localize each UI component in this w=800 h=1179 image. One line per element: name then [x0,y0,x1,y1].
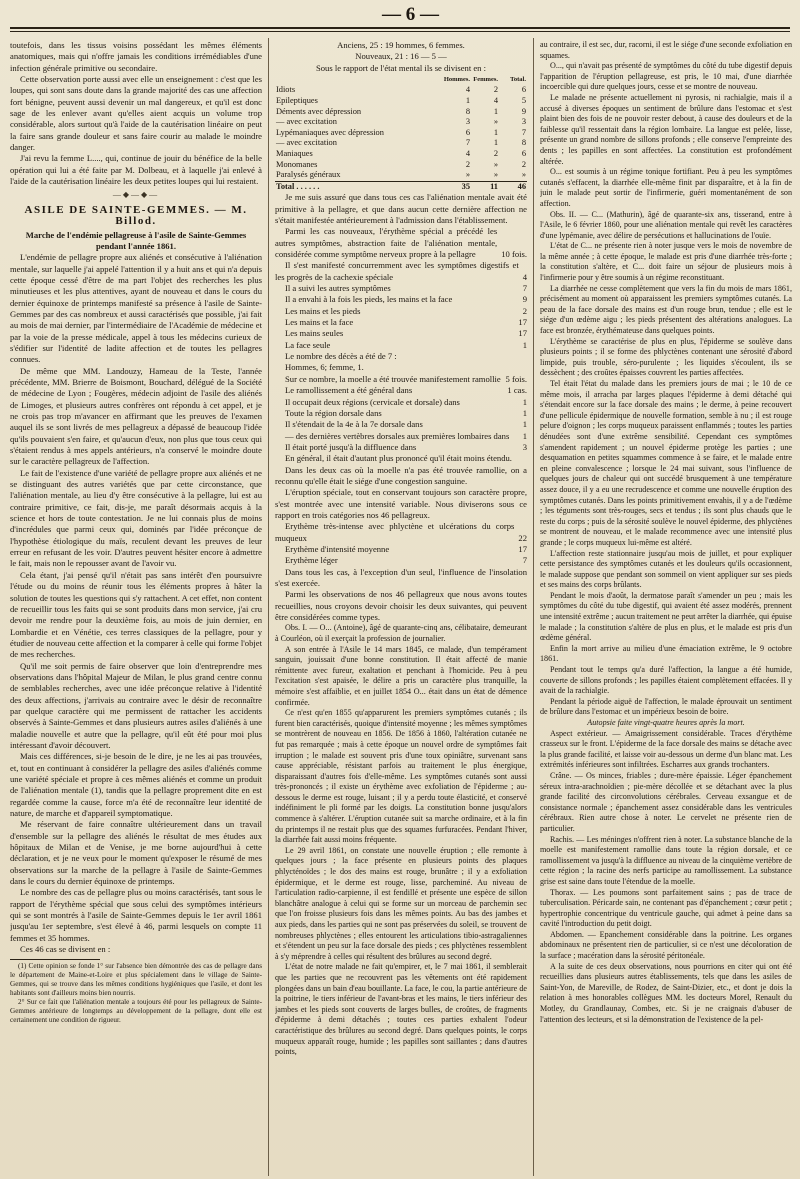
table-cell: 7 [521,127,526,137]
table-row [275,85,527,96]
paragraph: Ces 46 cas se divisent en : [20,944,111,955]
table-cell: 4 [465,148,470,158]
table-cell: Paralysés généraux [276,170,341,180]
paragraph: Pendant tout le temps qu'a duré l'affection, la langue a été humide, couverte de sillons profonds ; les papilles étaient complètement effacées. Il y avait de la rachialgie. [540,665,792,696]
table-cell: 3 [465,117,470,127]
paragraph: O..., qui n'avait pas présenté de symptômes du côté du tube digestif depuis l'apparition de l'éruption pellagreuse, est pris, le 10 mai, d'une diarrhée incoercible qui dure quelques jours, cesse et se montre de nouveau. [540,61,792,92]
table-row [275,107,527,118]
table-cell: 2 [493,85,498,95]
table-row [275,128,527,139]
table-cell: — avec excitation [276,138,337,148]
table-cell: » [493,117,498,127]
section-title: ASILE DE SAINTE-GEMMES. — M. Billod. [24,203,248,228]
paragraph: Obs. II. — C... (Mathurin), âgé de quarante-six ans, tisserand, entre à l'Asile, le 6 février 1860, pour une aliénation mentale qui revêt les caractères d'une lypémanie, avec délire de persécutions et hallucinations de l'ouïe. [540,209,792,240]
list-item: — des dernières vertèbres dorsales aux premières lombaires dans 1 [285,430,527,441]
erythema-list [275,544,527,567]
table-cell: 1 [493,127,498,137]
list-item: Les mains et la face 17 [285,317,527,328]
paragraph: La diarrhée ne cesse complètement que vers la fin du mois de mars 1861, précisément au moment où apparaissent les premiers symptômes cutanés. La peau de la face dorsale des mains est d'un rouge brun, tendue ; elle est le siége d'un œdème aigu ; les pieds présentent des altérations analogues. La face est bronzée, érythémateuse dans quelques points. [540,283,792,336]
paragraph: Pendant le mois d'août, la dermatose paraît s'amender un peu ; mais les symptômes du côté du tube digestif, qui avaient été assez modérés, prennent une intensité extrême ; aucun traitement ne peut arrêter la diarrhée, qui épuise le malade ; la constitution s'altère de plus en plus, et le malade est pris d'un œdème général. [540,590,792,643]
table-cell: Idiots [276,85,296,95]
table-cell: » [493,170,498,180]
list-item: Il était porté jusqu'à la diffluence dans 3 [285,441,527,452]
intro-line: Nouveaux, 21 : 16 — 5 — [355,51,447,62]
paragraph: Obs. I. — O... (Antoine), âgé de quarante-cinq ans, célibataire, demeurant à Courléon, où il exerçait la profession de journalier. [275,623,527,643]
table-cell: Monomanes [276,159,318,169]
paragraph: Rachis. — Les méninges n'offrent rien à noter. La substance blanche de la moelle est manifestement ramollie dans toute la région dorsale, et ce ramollissement va jusqu'à la diffluence au niveau de la cinquième vertèbre de cette région ; la racine des nerfs participe au ramollissement. La substance grise est saine dans toute l'étendue de la moelle. [540,834,792,886]
table-cell: 2 [465,159,470,169]
softening-list [275,385,527,453]
table-total-row [275,181,527,192]
paragraph: Qu'il me soit permis de faire observer que loin d'entreprendre mes observations dans l'hôpital Majeur de Milan, le plus grand centre connu de semblables recherches, avec une idée préconçue relative à l'identité des deux affections, j'arrivais au contraire avec le désir de reconnaître par quelque caractère qui me permissent de rattacher les accidents observés à Sainte-Gemmes et dans plusieurs autres asiles d'aliénés à une maladie nouvelle et autre que la pellagre, qu'il eût été pour moi plus intéressant d'avoir découvert. [10,660,262,750]
table-row [275,138,527,149]
table-cell: Epileptiques [276,95,318,105]
paragraph: L'éruption spéciale, tout en conservant toujours son caractère propre, s'est montrée avec une intensité variable. Nous diviserons sous ce rapport en trois catégories nos 46 pellagreux. [275,487,527,520]
mental-state-table [275,74,527,192]
table-cell: 8 [521,138,526,148]
table-cell: 1 [493,106,498,116]
autopsy-heading: Autopsie faite vingt-quatre heures après la mort. [587,718,745,727]
list-item: Il occupait deux régions (cervicale et dorsale) dans 1 [285,396,527,407]
paragraph: Thorax. — Les poumons sont parfaitement sains ; pas de trace de tuberculisation. Péricarde sain, ne contenant pas d'épanchement ; cœur petit ; hypertrophie concentrique du ventricule gauche, qui admet à peine dans sa cavité l'introduction du petit doigt. [540,887,792,929]
statistic-line: Il a suivi les autres symptômes 7 [285,283,527,294]
section-subtitle: Marche de l'endémie pellagreuse à l'asile de Sainte-Gemmes pendant l'année 1861. [25,229,247,251]
paragraph: Le fait de l'existence d'une variété de pellagre propre aux aliénés et ne se distinguant des autres variétés que par cette circonstance, que l'aliénation mentale, au lieu d'y être consécutive à la pellagre, lui est au contraire primitive, ce fait, dis-je, me paraît désormais acquis à la science et hors de toute contestation. Je ne lui connais plus de moins d'incrédules que parmi ceux qui, dominés par l'idée préconçue de l'hypothèse étiologique du maïs, reculent devant les preuves de leur erreur en refusant de les voir. D'autres peuvent hésiter encore à admettre le fait, mais non le repousser avant de l'avoir vu. [10,467,262,569]
paragraph: Tel était l'état du malade dans les premiers jours de mai ; le 10 de ce même mois, il arracha par larges plaques l'épiderme à demi détaché qui s'étendait encore sur la face dorsale des mains ; le derme, à peine recouvert d'une pellicule épidermique de nouvelle formation, semble à nu ; il est rouge pelure d'oignon ; les corps muqueux paraissent enflammés ; toutes les parties dénudées sont d'une extrême sensibilité. Cependant ces symptômes s'amendent rapidement ; un nouvel épiderme protège les parties ; une desquamation en petites squammes commence à se faire, et le malade entre en pleine convalescence ; lorsque le 24 mai suivant, sous l'influence de quelques jours de chaleur qui ont succédé brusquement à une température assez douce, il y a eu une recrudescence et comme une nouvelle éruption des symptômes cutanés. Dans les points primitivement envahis, il y a de l'œdème ; les téguments sont très-rouges, secs et tendus ; ils sont plus chauds que le reste du corps ; puis de la sérosité soulève le nouvel épiderme, des phlyctènes se montrent de nouveau, et le malade recommence avec une intensité plus grande ; le corps muqueux lui-même est altéré. [540,379,792,547]
header-rule [10,27,790,29]
column-header: Total. [510,76,526,84]
paragraph: Mais ces différences, si-je besoin de le dire, je ne les ai pas trouvées, et, tout en continuant à considérer la pellagre des asiles d'aliénés comme une variété spéciale et propre à ces mêmes aliénés et comme un produit de l'aliénation mentale (1), tandis que la pellagre proprement dite en est regardée comme la cause, force m'a été de reconnaître leur identité de nature, de marche et d'appareil symptomatique. [10,751,262,819]
table-cell: Lypémaniaques avec dépression [276,127,384,137]
column-header: Femmes. [473,76,498,84]
table-cell: 11 [471,181,499,192]
paragraph: Me réservant de faire connaître ultérieurement dans un travail d'ensemble sur la pellagre des aliénés le résultat de mes études aux hôpitaux de Milan et de Venise, je me borne aujourd'hui à cette déclaration, et je ne veux pour le moment qu'exposer le résumé de mes observations sur la marche de la pellagre à l'asile de Sainte-Gemmes dans le cours du dernier équinoxe de printemps. [10,819,262,887]
table-title: Sous le rapport de l'état mental ils se divisent en : [315,62,487,73]
paragraph: L'état de C... ne présente rien à noter jusque vers le mois de novembre de la même année ; à cette époque, le malade est pris d'une diarrhée très-forte ; la constitution s'altère, et C... doit faire un séjour de plusieurs mois à l'infirmerie pour y être soumis à un régime reconstituant. [540,241,792,283]
paragraph: toutefois, dans les tissus voisins possédant les mêmes éléments anatomiques, mais qui n'offre jamais les conditions irrémédiables d'une infection générale primitive ou secondaire. [10,40,262,73]
table-cell: 2 [493,148,498,158]
list-item: Toute la région dorsale dans 1 [285,407,527,418]
table-cell: 6 [521,148,526,158]
table-cell: 9 [521,106,526,116]
table-cell: 8 [465,106,470,116]
paragraph: Le nombre des cas de pellagre plus ou moins caractérisés, tant sous le rapport de l'érythème spécial que sous celui des symptômes intérieurs qui se sont montrés à l'asile de Sainte-Gemmes depuis le 1er avril 1861 jusqu'au 1er septembre, s'est élevé à 46, parmi lesquels on compte 11 femmes et 35 hommes. [10,887,262,943]
paragraph: L'affection reste stationnaire jusqu'au mois de juillet, et pour expliquer cette persistance des symptômes cutanés et les douleurs qu'ils occasionnent, le malade suppose que pendant son sommeil on vient appliquer sur ses pieds et ses mains des corps brûlants. [540,548,792,590]
table-cell: Déments avec dépression [276,106,362,116]
table-cell: 4 [465,85,470,95]
paragraph: Pendant la période aiguë de l'affection, le malade éprouvait un sentiment de brûlure dans l'estomac et un impérieux besoin de boire. [540,696,792,717]
table-row [275,96,527,107]
paragraph: Cette observation porte aussi avec elle un enseignement : c'est que les loupes, qui sont sans doute dans la grande majorité des cas une affection fort bénigne, peuvent aussi devenir un mal dangereux, et qu'il est donc sage de les enlever avant qu'elles aient acquis un volume trop considérable, alors surtout qu'à l'aide de la cautérisation linéaire on peut la faire sans grande douleur et sans faire courir au malade le moindre danger. [10,74,262,153]
table-cell: Maniaques [276,148,313,158]
table-cell: 1 [493,138,498,148]
paragraph: Le nombre des décès a été de 7 : [285,351,397,362]
statistic-line: Sur ce nombre, la moelle a été trouvée manifestement ramollie 5 fois. [285,373,527,384]
paragraph: Dans les deux cas où la moelle n'a pas été trouvée ramollie, on a reconnu qu'elle était le siége d'une congestion sanguine. [275,464,527,486]
statistic-line: Erythème très-intense avec phlyctène et ulcérations du corps muqueux 22 [275,521,527,543]
paragraph: L'érythème se caractérise de plus en plus, l'épiderme se soulève dans plusieurs points ; il se forme des phlyctènes contenant une sérosité d'abord limpide, puis trouble, séro-purulente ; les liquides s'écoulent, ils se dessèchent ; des croûtes épaisses couvrent les parties affectées. [540,336,792,378]
paragraph: Crâne. — Os minces, friables ; dure-mère épaissie. Léger épanchement séreux intra-arachnoïdien ; pie-mère décollée et se détachant avec la plus grande facilité des circonvolutions cérébrales. Cerveau exsangue et de consistance normale ; épanchement assez considérable dans les ventricules cérébraux. Rien autre chose à noter. Le cervelet ne présente rien de particulier. [540,770,792,833]
list-item: La face seule 1 [285,339,527,350]
table-cell: 5 [521,95,526,105]
paragraph: L'état de notre malade ne fait qu'empirer, et, le 7 mai 1861, il semblerait que les parties que ne recouvrent pas les vêtements ont été rapidement plongées dans un bain d'eau bouillante. La face, le cou, la partie antérieure de la poitrine, le tiers inférieur de l'avant-bras et les mains, le tiers inférieur des jambes et les pieds sont couverts de larges bulles, de croûtes, de fragments d'épiderme à demi détachés ; toutes ces parties exhalent l'odeur caractéristique des brûlures au second degré. Dans quelques points, le corps muqueux apparaît rouge, humide ; les papilles sont saillantes ; dans d'autres points, [275,962,527,1057]
paragraph: A la suite de ces deux observations, nous pourrions en citer qui ont été recueillies dans plusieurs autres établissements, tels que dans les asiles de Saint-Yon, de Mareville, de Rodez, de Saint-Dizier, etc., et dont je dois la relation à mes honorables collègues MM. les docteurs Morel, Renault du Motley, du Grandlaunay, Combes, etc. Si je ne craignais d'abuser de l'attention des lecteurs, et si la démonstration de l'existence de la pel- [540,961,792,1024]
table-cell: » [521,170,526,180]
paragraph: J'ai revu la femme L...., qui, continue de jouir du bénéfice de la belle opération qui lui a été faite par M. Dolbeau, et à laquelle j'ai enlevé à l'aide de la cautérisation linéaire les deux petites loupes qui lui restaient. [10,153,262,187]
statistic-line: Il s'est manifesté concurremment avec les symptômes digestifs et les progrès de la cachexie spéciale 4 [275,260,527,282]
table-cell: 2 [521,159,526,169]
table-row [275,117,527,128]
table-cell: 35 [443,181,471,192]
intro-line: Anciens, 25 : 19 hommes, 6 femmes. [337,40,465,50]
column-divider [268,38,269,1176]
statistic-line: Parmi les cas nouveaux, l'érythème spécial a précédé les autres symptômes, abstraction faite de l'aliénation mentale, considérée comme symptôme nerveux propre à la pellagre 10 fois. [275,226,527,260]
paragraph: En général, il était d'autant plus prononcé qu'il était moins étendu. [285,453,512,464]
paragraph: Cela étant, j'ai pensé qu'il n'était pas sans intérêt d'en poursuivre l'étude ou du moins de réunir tous les éléments propres à hâter la solution de toutes les questions qui s'y rattachent. A cet effet, non content de recueillir tous les faits qui se sont produits dans mon service, j'ai cru devoir me rendre pour la deuxième fois, au mois de juin dernier, en Lombardie et en Vénétie, ces terres classiques de la pellagre, pour y étudier de nouveau cette affection et la comparer à celle qui forme l'objet de mes recherches. [10,569,262,660]
paragraph: Je me suis assuré que dans tous ces cas l'aliénation mentale avait été primitive à la pellagre, et que dans aucun cette dernière affection ne s'était manifestée antérieurement à l'admission dans l'établissement. [275,192,527,225]
paragraph: Le 29 avril 1861, on constate une nouvelle éruption ; elle remonte à quelques jours ; la face présente en plusieurs points des plaques phlycténoïdes ; le dos des mains est rouge, brunâtre ; il y a exfoliation épidermique, et le derme est rouge, lisse, parcheminé. Au niveau de l'articulation radio-carpienne, il est fendillé et présente une espèce de sillon blanchâtre analogue à celui qui se forme sur un morceau de parchemin sec que l'on froisse plusieurs fois dans les mêmes points. Au bas des jambes et aux pieds, dans les parties qui ne sont pas préservées du soleil, se trouvent de nombreuses phlyctènes ; elles entourent les articulations tibio-astragaliennes et s'étendent un peu sur la face dorsale des pieds ; ces phlyctènes ressemblent à s'y méprendre à celles qui résultent des brûlures au second degré. [275,845,527,961]
paragraph: Ce n'est qu'en 1855 qu'apparurent les premiers symptômes cutanés ; ils furent bien caractérisés, quoique d'intensité moyenne ; les mêmes symptômes se montrèrent de nouveau en 1856. De 1856 à 1860, l'altération cutanée ne fut pas remarquée ; mais à cette époque un nouvel ordre de symptômes fait irruption ; le malade est souvent pris d'une toux opiniâtre, survenant sans cause appréciable, résistant parfois au traitement le plus énergique, disparaissant d'autres fois d'elle-même. Les symptômes cutanés sont aussi très-prononcés ; il existe un érythème avec exfoliation de l'épiderme ; au-dessous le derme est rouge, luisant ; il y a perdu toute élasticité, et conservé indéfiniment le pli formé par les doigts. La constitution bonne jusqu'alors commence à s'altérer. L'éruption cutanée suit sa marche ordinaire, et à la fin du printemps il ne restait plus que des squames furfuracées. Pendant l'hiver, la diarrhée fait aussi moins fréquente. [275,708,527,845]
column-2 [275,40,527,1174]
distribution-list [275,294,527,351]
column-1 [10,40,262,1174]
paragraph: L'endémie de pellagre propre aux aliénés et consécutive à l'aliénation mentale, sur laquelle j'ai appelé l'attention il y a huit ans et qui n'a depuis cette époque cessé d'être de ma part l'objet des recherches les plus minutieuses et les plus attentives, ayant de nouveau et dans le cours du dernier équinoxe de printemps manifesté sa présence à l'asile de Sainte-Gemmes par des cas nombreux et aussi caractérisés que possible, j'ai fait au mois de mai dernier, par l'intermédiaire de l'Académie de médecine et par la voie de la presse médicale, appel à tous les médecins curieux de s'édifier sur l'identité de ladite affection et de toutes les pellagres connues. [10,252,262,365]
table-cell: 6 [465,127,470,137]
table-cell: 46 [499,181,527,192]
footnote: (1) Cette opinion se fonde 1° sur l'absence bien démontrée des cas de pellagre dans le département de Maine-et-Loire et plus spécialement dans le village de Sainte-Gemmes, qui se trouve dans les mêmes conditions hygiéniques que l'asile, et dont les habitants sont d'ailleurs moins bien nourris. [10,961,262,997]
paragraph: A son entrée à l'Asile le 14 mars 1845, ce malade, d'un tempérament sanguin, jouissait d'une bonne constitution. Il était affecté de manie rémittente avec fureur, exaltation et penchant à l'homicide. Peu à peu l'excitation s'est apaisée, le délire a pris un caractère plus tranquille, la mémoire s'est affaiblie, et en juillet 1854 O... était dans un état de démence confirmée. [275,644,527,707]
table-row [275,170,527,181]
paragraph: De même que MM. Landouzy, Hameau de la Teste, l'année précédente, MM. Brierre de Boismont, Bouchard, délégué de la Société de médecine de Lyon ; Fougères, médecin adjoint de l'asile des aliénés de Limoges, et plusieurs autres confrères ont répondu à cet appel, et je ne crois pas trop m'avancer en affirmant que les preuves de l'examen auquel ils se sont livrés de mes pellagreux a dépassé de beaucoup l'idée qu'ils pouvaient s'en faire, et qu'aucun d'eux, non plus que tous ceux qui s'étaient rendus à mes appels antérieurs, n'a conservé le moindre doute sur le caractère pellagreux de l'affection. [10,365,262,467]
page-number: — 6 — [382,4,439,25]
list-item: Il s'étendait de la 4e à la 7e dorsale dans 1 [285,419,527,430]
table-cell: 4 [493,95,498,105]
column-header: Hommes. [443,76,470,84]
paragraph: O... est soumis à un régime tonique fortifiant. Peu à peu les symptômes cutanés s'effacent, la diarrhée elle-même finit par disparaître, et à la fin de juin le malade peut sortir de l'infirmerie, guéri momentanément de son affection. [540,167,792,208]
paragraph: Le malade ne présente actuellement ni pyrosis, ni rachialgie, mais il a accusé à diverses époques un sentiment de brûlure dans l'estomac et s'est plaint bien des fois de ne pouvoir rester debout, à cause des douleurs et de la faiblesse qu'il ressentait dans la région lombaire. La langue est pelée, lisse, présente un grand nombre de sillons profonds ; elle conserve l'empreinte des dents ; les papilles en sont affectées. La constitution est profondément altérée. [540,92,792,166]
paragraph: au contraire, il est sec, dur, racorni, il est le siége d'une seconde exfoliation en squames. [540,40,792,60]
paragraph: Hommes, 6; femme, 1. [285,362,364,373]
observation-1 [275,623,527,1057]
header-rule-thin [10,31,790,32]
table-cell: 3 [521,117,526,127]
table-cell: » [465,170,470,180]
paragraph: Enfin la mort arrive au milieu d'une émaciation extrême, le 9 octobre 1861. [540,643,792,664]
paragraph: Dans tous les cas, à l'exception d'un seul, l'influence de l'insolation s'est exercée. [275,566,527,588]
list-item: Les mains et les pieds 2 [285,305,527,316]
paragraph: Aspect extérieur. — Amaigrissement considérable. Traces d'érythème crasseux sur le front. L'épiderme de la face dorsale des mains se détache avec la plus grande facilité, et laisse voir au-dessous un derme d'un blanc mat. Les extrémités inférieures sont infiltrées. Escharres aux grands trochanters. [540,728,792,770]
list-item: Erythème léger 7 [285,555,527,566]
list-item: Il a envahi à la fois les pieds, les mains et la face 9 [285,294,527,305]
list-item: Le ramollissement a été général dans 1 cas. [285,385,527,396]
table-cell: Total . . . . . . [275,181,443,192]
table-cell: » [493,159,498,169]
table-cell: 1 [465,95,470,105]
ornament-divider: —◆—◆— [112,190,160,200]
table-cell: 7 [465,138,470,148]
table-row [275,149,527,160]
footnote: 2° Sur ce fait que l'aliénation mentale a toujours été pour les pellagreux de Sainte-Gemmes antérieure de longtemps au développement de la pellagre, dont elle est certainement une condition de rigueur. [10,997,262,1024]
table-row [275,160,527,171]
list-item: Les mains seules 17 [285,328,527,339]
paragraph: Parmi les observations de nos 46 pellagreux que nous avons toutes recueillies, nous croyons devoir choisir les deux suivantes, qui peuvent être considérées comme types. [275,589,527,623]
table-cell: 6 [521,85,526,95]
column-divider [533,38,534,1176]
article-body [10,252,262,955]
list-item: Erythème d'intensité moyenne 17 [285,543,527,554]
paragraph: Abdomen. — Epanchement considérable dans la poitrine. Les organes abdominaux ne présentent rien de particulier, si ce n'est une décoloration de la surface ; macération dans la sérosité péritonéale. [540,929,792,961]
column-3 [540,40,792,1174]
table-cell: — avec excitation [276,117,337,127]
running-header [0,4,800,26]
footnote-rule [10,959,100,960]
